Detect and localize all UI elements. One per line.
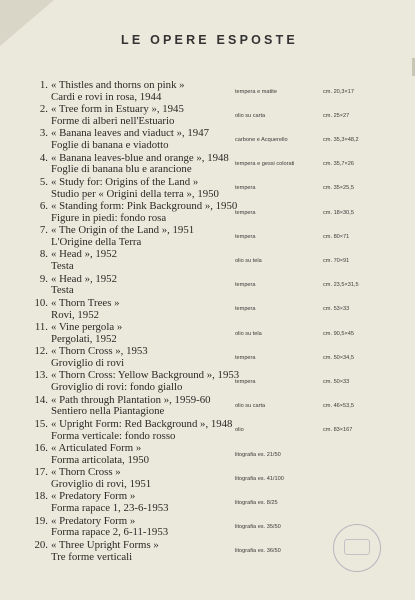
entry-title-english: « The Origin of the Land », 1951 — [51, 224, 195, 237]
entry-title-english: « Path through Plantation », 1959-60 — [51, 393, 211, 406]
entry-number: 14. — [34, 393, 48, 406]
artwork-entry — [0, 443, 415, 467]
entry-dimensions: cm. 83×167 — [323, 427, 353, 434]
entry-title-english: « Thorn Cross », 1953 — [51, 345, 148, 358]
entry-title-english: « Standing form: Pink Background », 1950 — [51, 200, 238, 212]
entry-number: 20. — [34, 538, 48, 551]
entry-number: 10. — [34, 296, 48, 309]
entry-title-italian: Groviglio di rovi — [51, 356, 125, 369]
entry-number: 8. — [39, 248, 48, 261]
entry-technique: olio su tela — [235, 330, 262, 337]
entry-title-italian: Tre forme verticali — [51, 550, 133, 563]
entry-title-italian: Foglie di banana e viadotto — [51, 139, 169, 152]
entry-title-english: « Thorn Cross » — [51, 466, 121, 479]
entry-number: 5. — [39, 175, 48, 188]
artwork-entry — [0, 395, 415, 419]
entry-title-italian: Forma rapace 2, 6-11-1953 — [51, 526, 169, 539]
entry-title-english: « Banana leaves and viaduct », 1947 — [51, 127, 210, 140]
entry-technique: tempera — [235, 306, 256, 313]
entry-title-english: « Head », 1952 — [51, 272, 117, 285]
artwork-entry — [0, 467, 415, 491]
entry-number: 7. — [39, 224, 48, 237]
entry-dimensions: cm. 23,5×31,5 — [323, 282, 359, 289]
entry-technique: olio su carta — [235, 403, 266, 410]
entry-technique: carbone e Acquerello — [235, 136, 288, 143]
entry-title-english: « Upright Form: Red Background », 1948 — [51, 417, 233, 430]
entry-title-italian: L'Origine della Terra — [51, 235, 142, 248]
entry-number: 2. — [39, 103, 48, 116]
entry-technique: tempera — [235, 354, 256, 361]
entry-title-italian: Forma rapace 1, 23-6-1953 — [51, 502, 169, 515]
artwork-entry — [0, 346, 415, 370]
artwork-entry — [0, 201, 415, 225]
entry-dimensions: cm. 46×53,5 — [323, 403, 354, 410]
artwork-entry — [0, 153, 415, 177]
entry-technique: tempera e matite — [235, 88, 277, 95]
entry-dimensions: cm. 50×33 — [323, 378, 350, 385]
entry-title-italian: Pergolati, 1952 — [51, 332, 117, 345]
entry-number: 9. — [39, 272, 48, 285]
artwork-entry — [0, 298, 415, 322]
entry-dimensions: cm. 25×27 — [323, 112, 350, 119]
artwork-entry — [0, 225, 415, 249]
entry-number: 4. — [39, 151, 48, 164]
entry-technique: olio su tela — [235, 257, 262, 264]
artwork-entry — [0, 249, 415, 273]
entry-technique: olio — [235, 427, 244, 434]
entry-number: 1. — [39, 79, 48, 91]
entry-title-italian: Studio per « Origini della terra », 1950 — [51, 187, 219, 200]
artwork-entry — [0, 419, 415, 443]
entry-title-italian: Cardi e rovi in rosa, 1944 — [51, 90, 162, 103]
artwork-entry — [0, 128, 415, 152]
entry-title-english: « Thorn Cross: Yellow Background », 1953 — [51, 369, 240, 382]
artwork-entry — [0, 274, 415, 298]
entry-title-italian: Testa — [51, 260, 74, 273]
entry-title-english: « Study for: Origins of the Land » — [51, 175, 199, 188]
entry-number: 3. — [39, 127, 48, 140]
entry-technique: tempera — [235, 185, 256, 192]
entry-title-english: « Three Upright Forms » — [51, 538, 159, 551]
entry-title-english: « Vine pergola » — [51, 321, 123, 333]
entry-title-english: « Predatory Form » — [51, 490, 136, 503]
entry-dimensions: cm. 20,3×17 — [323, 88, 354, 95]
entry-dimensions: cm. 35×25,5 — [323, 185, 354, 192]
entry-title-english: « Tree form in Estuary », 1945 — [51, 103, 184, 116]
entry-number: 13. — [34, 369, 48, 382]
entry-number: 18. — [34, 490, 48, 503]
ink-stamp — [333, 524, 381, 572]
entry-title-italian: Groviglio di rovi, 1951 — [51, 477, 152, 490]
entry-number: 12. — [34, 345, 48, 358]
entry-technique: tempera — [235, 282, 256, 289]
entry-technique: litografia es. 41/100 — [235, 475, 284, 482]
entry-title-italian: Testa — [51, 284, 74, 297]
entry-technique: tempera — [235, 209, 256, 216]
entry-title-italian: Figure in piedi: fondo rosa — [51, 211, 167, 224]
entry-dimensions: cm. 70×91 — [323, 257, 350, 264]
entry-title-english: « Head », 1952 — [51, 248, 117, 261]
entry-number: 19. — [34, 514, 48, 527]
entry-title-english: « Banana leaves-blue and orange », 1948 — [51, 151, 229, 164]
entry-number: 16. — [34, 442, 48, 454]
entry-technique: litografia es. 35/50 — [235, 524, 281, 531]
entry-title-italian: Forme di alberi nell'Estuario — [51, 114, 175, 127]
artwork-entry — [0, 104, 415, 128]
entry-technique: litografia es. 36/50 — [235, 548, 281, 555]
entry-dimensions: cm. 80×71 — [323, 233, 350, 240]
entry-dimensions: cm. 35,7×26 — [323, 161, 354, 168]
entry-dimensions: cm. 18×30,5 — [323, 209, 354, 216]
artwork-entry — [0, 322, 415, 346]
entry-number: 15. — [34, 417, 48, 430]
artwork-entry — [0, 177, 415, 201]
entry-title-italian: Groviglio di rovi: fondo giallo — [51, 381, 183, 394]
entry-dimensions: cm. 53×33 — [323, 306, 350, 313]
entry-technique: litografia es. 21/50 — [235, 451, 281, 458]
entry-title-italian: Forma articolata, 1950 — [51, 453, 150, 466]
entry-dimensions: cm. 35,3×48,2 — [323, 136, 359, 143]
entry-technique: tempera — [235, 233, 256, 240]
page-title: LE OPERE ESPOSTE — [121, 33, 298, 47]
entry-title-english: « Thorn Trees » — [51, 296, 120, 309]
entry-title-english: « Articulated Form » — [51, 442, 142, 454]
entry-technique: olio su carta — [235, 112, 266, 119]
entry-number: 11. — [34, 321, 48, 333]
entry-technique: tempera — [235, 378, 256, 385]
entry-title-english: « Predatory Form » — [51, 514, 136, 527]
entry-number: 6. — [39, 200, 48, 212]
entry-technique: tempera e gessi colorati — [235, 161, 295, 168]
entry-number: 17. — [34, 466, 48, 479]
artwork-entry — [0, 80, 415, 104]
entry-dimensions: cm. 90,5×45 — [323, 330, 354, 337]
entry-title-italian: Sentiero nella Piantagione — [51, 405, 165, 418]
entry-title-italian: Rovi, 1952 — [51, 308, 99, 321]
entry-title-italian: Foglie di banana blu e arancione — [51, 163, 192, 176]
artwork-entry — [0, 370, 415, 394]
entry-title-english: « Thistles and thorns on pink » — [51, 79, 185, 91]
entry-title-italian: Forma verticale: fondo rosso — [51, 429, 176, 442]
entry-technique: litografia es. 8/25 — [235, 499, 278, 506]
entry-dimensions: cm. 50×34,5 — [323, 354, 354, 361]
artwork-entry — [0, 491, 415, 515]
